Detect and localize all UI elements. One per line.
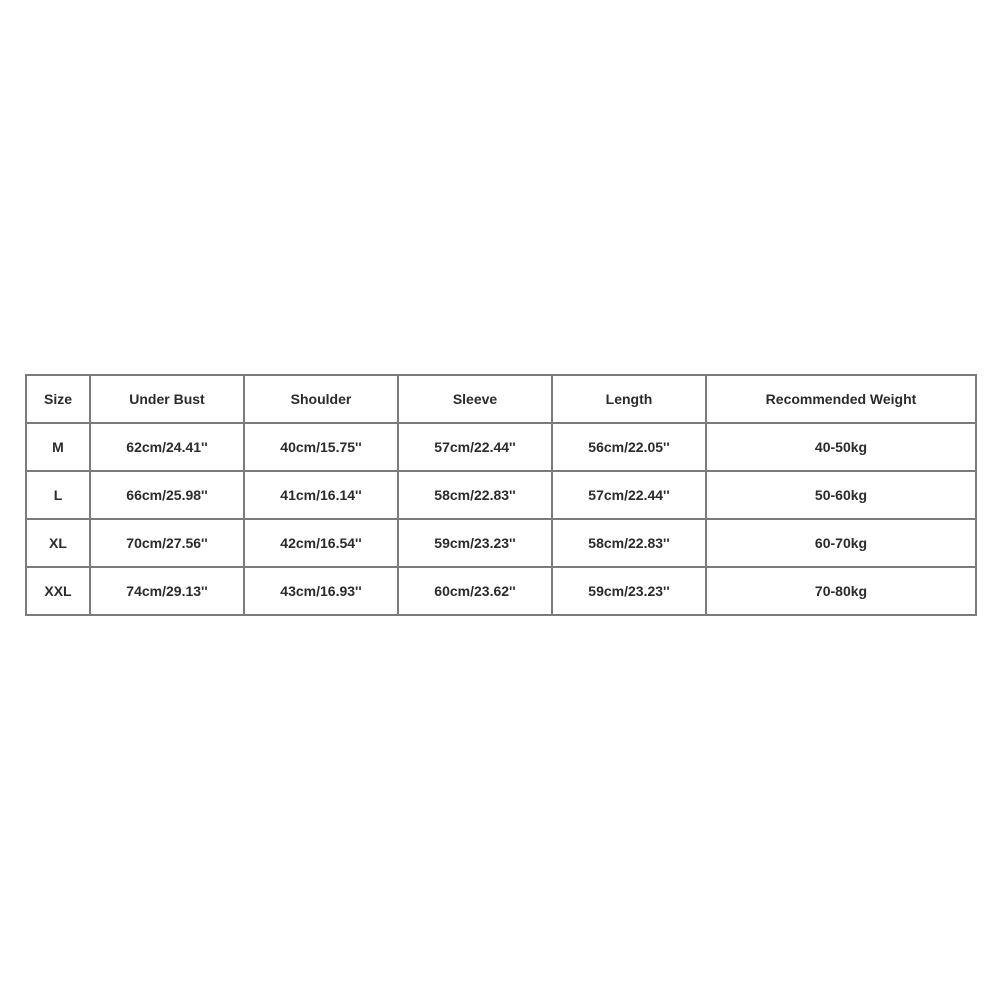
- size-cell: M: [26, 423, 90, 471]
- length-cell: 58cm/22.83'': [552, 519, 706, 567]
- table-body: [26, 423, 976, 615]
- header-sleeve: Sleeve: [398, 375, 552, 423]
- shoulder-cell: 43cm/16.93'': [244, 567, 398, 615]
- size-cell: XXL: [26, 567, 90, 615]
- under-bust-cell: 66cm/25.98'': [90, 471, 244, 519]
- sleeve-cell: 60cm/23.62'': [398, 567, 552, 615]
- length-cell: 56cm/22.05'': [552, 423, 706, 471]
- header-under-bust: Under Bust: [90, 375, 244, 423]
- sleeve-cell: 59cm/23.23'': [398, 519, 552, 567]
- header-length: Length: [552, 375, 706, 423]
- sleeve-cell: 57cm/22.44'': [398, 423, 552, 471]
- shoulder-cell: 41cm/16.14'': [244, 471, 398, 519]
- recommended-weight-cell: 50-60kg: [706, 471, 976, 519]
- shoulder-cell: 42cm/16.54'': [244, 519, 398, 567]
- length-cell: 57cm/22.44'': [552, 471, 706, 519]
- size-chart-table: [25, 374, 977, 616]
- sleeve-cell: 58cm/22.83'': [398, 471, 552, 519]
- under-bust-cell: 70cm/27.56'': [90, 519, 244, 567]
- length-cell: 59cm/23.23'': [552, 567, 706, 615]
- table-row: [26, 471, 976, 519]
- header-row: [26, 375, 976, 423]
- table-row: [26, 567, 976, 615]
- header-size: Size: [26, 375, 90, 423]
- table-row: [26, 423, 976, 471]
- size-cell: L: [26, 471, 90, 519]
- under-bust-cell: 74cm/29.13'': [90, 567, 244, 615]
- recommended-weight-cell: 40-50kg: [706, 423, 976, 471]
- table-header: [26, 375, 976, 423]
- recommended-weight-cell: 60-70kg: [706, 519, 976, 567]
- size-cell: XL: [26, 519, 90, 567]
- table-row: [26, 519, 976, 567]
- header-shoulder: Shoulder: [244, 375, 398, 423]
- recommended-weight-cell: 70-80kg: [706, 567, 976, 615]
- under-bust-cell: 62cm/24.41'': [90, 423, 244, 471]
- header-recommended-weight: Recommended Weight: [706, 375, 976, 423]
- shoulder-cell: 40cm/15.75'': [244, 423, 398, 471]
